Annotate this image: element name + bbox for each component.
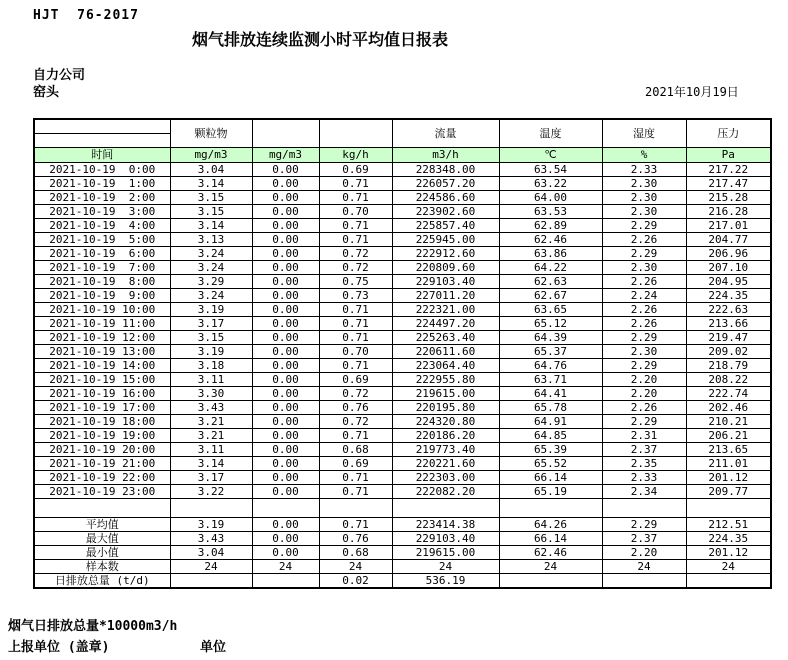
table-row bbox=[34, 457, 771, 471]
value-cell: 3.43 bbox=[170, 401, 252, 415]
value-cell: 202.46 bbox=[686, 401, 771, 415]
standard-code: HJT 76-2017 bbox=[33, 8, 139, 23]
summary-label: 样本数 bbox=[34, 560, 170, 574]
value-cell: 64.91 bbox=[499, 415, 602, 429]
value-cell: 63.54 bbox=[499, 163, 602, 177]
time-header: 时间 bbox=[34, 148, 170, 163]
summary-value-cell: 0.02 bbox=[319, 574, 392, 589]
summary-value-cell: 219615.00 bbox=[392, 546, 499, 560]
value-cell: 2.35 bbox=[602, 457, 686, 471]
value-cell: 222.74 bbox=[686, 387, 771, 401]
summary-value-cell: 229103.40 bbox=[392, 532, 499, 546]
value-cell: 0.71 bbox=[319, 429, 392, 443]
value-cell: 2.20 bbox=[602, 373, 686, 387]
value-cell: 0.00 bbox=[252, 261, 319, 275]
value-cell: 65.37 bbox=[499, 345, 602, 359]
value-cell: 0.72 bbox=[319, 415, 392, 429]
value-cell: 63.65 bbox=[499, 303, 602, 317]
value-cell: 216.28 bbox=[686, 205, 771, 219]
table-row bbox=[34, 191, 771, 205]
value-cell: 213.65 bbox=[686, 443, 771, 457]
time-cell: 2021-10-19 21:00 bbox=[34, 457, 170, 471]
table-row bbox=[34, 275, 771, 289]
summary-row bbox=[34, 518, 771, 532]
value-cell: 229103.40 bbox=[392, 275, 499, 289]
value-cell: 2.31 bbox=[602, 429, 686, 443]
station-name: 窑头 bbox=[33, 85, 60, 100]
table-row bbox=[34, 261, 771, 275]
value-cell: 2.33 bbox=[602, 471, 686, 485]
table-row bbox=[34, 247, 771, 261]
corner-cell-bottom bbox=[34, 134, 170, 148]
value-cell: 3.13 bbox=[170, 233, 252, 247]
time-cell: 2021-10-19 4:00 bbox=[34, 219, 170, 233]
footer-note: 烟气日排放总量*10000m3/h bbox=[8, 619, 178, 634]
value-cell: 64.00 bbox=[499, 191, 602, 205]
summary-value-cell bbox=[499, 574, 602, 589]
value-cell: 222082.20 bbox=[392, 485, 499, 499]
summary-value-cell: 0.68 bbox=[319, 546, 392, 560]
value-cell: 224320.80 bbox=[392, 415, 499, 429]
value-cell: 0.00 bbox=[252, 429, 319, 443]
summary-value-cell: 24 bbox=[686, 560, 771, 574]
summary-label: 平均值 bbox=[34, 518, 170, 532]
summary-value-cell: 64.26 bbox=[499, 518, 602, 532]
column-header-particulate: 颗粒物 bbox=[170, 119, 252, 148]
value-cell: 219.47 bbox=[686, 331, 771, 345]
time-cell: 2021-10-19 10:00 bbox=[34, 303, 170, 317]
value-cell: 224.35 bbox=[686, 289, 771, 303]
value-cell: 3.24 bbox=[170, 261, 252, 275]
value-cell: 3.19 bbox=[170, 303, 252, 317]
summary-value-cell: 3.19 bbox=[170, 518, 252, 532]
table-row bbox=[34, 289, 771, 303]
value-cell: 64.41 bbox=[499, 387, 602, 401]
time-cell: 2021-10-19 19:00 bbox=[34, 429, 170, 443]
summary-value-cell: 0.00 bbox=[252, 532, 319, 546]
value-cell: 3.15 bbox=[170, 191, 252, 205]
value-cell: 0.00 bbox=[252, 345, 319, 359]
value-cell: 3.21 bbox=[170, 415, 252, 429]
value-cell: 0.00 bbox=[252, 247, 319, 261]
value-cell: 224586.60 bbox=[392, 191, 499, 205]
value-cell: 62.46 bbox=[499, 233, 602, 247]
value-cell: 0.00 bbox=[252, 387, 319, 401]
value-cell: 220186.20 bbox=[392, 429, 499, 443]
value-cell: 63.22 bbox=[499, 177, 602, 191]
value-cell: 64.22 bbox=[499, 261, 602, 275]
summary-value-cell bbox=[252, 574, 319, 589]
value-cell: 2.29 bbox=[602, 247, 686, 261]
table-row bbox=[34, 485, 771, 499]
value-cell: 65.19 bbox=[499, 485, 602, 499]
table-row bbox=[34, 177, 771, 191]
value-cell: 217.22 bbox=[686, 163, 771, 177]
value-cell: 0.71 bbox=[319, 331, 392, 345]
value-cell: 0.76 bbox=[319, 401, 392, 415]
value-cell: 0.00 bbox=[252, 317, 319, 331]
value-cell: 210.21 bbox=[686, 415, 771, 429]
column-header-blank bbox=[252, 119, 319, 148]
value-cell: 228348.00 bbox=[392, 163, 499, 177]
value-cell: 227011.20 bbox=[392, 289, 499, 303]
value-cell: 222321.00 bbox=[392, 303, 499, 317]
value-cell: 65.12 bbox=[499, 317, 602, 331]
value-cell: 225263.40 bbox=[392, 331, 499, 345]
value-cell: 0.00 bbox=[252, 401, 319, 415]
value-cell: 2.30 bbox=[602, 177, 686, 191]
time-cell: 2021-10-19 0:00 bbox=[34, 163, 170, 177]
table-row bbox=[34, 415, 771, 429]
value-cell: 222912.60 bbox=[392, 247, 499, 261]
time-cell: 2021-10-19 8:00 bbox=[34, 275, 170, 289]
value-cell: 3.15 bbox=[170, 331, 252, 345]
time-cell: 2021-10-19 14:00 bbox=[34, 359, 170, 373]
time-cell: 2021-10-19 23:00 bbox=[34, 485, 170, 499]
value-cell: 62.89 bbox=[499, 219, 602, 233]
value-cell: 3.11 bbox=[170, 443, 252, 457]
footer-unit-label: 单位 bbox=[200, 640, 227, 655]
value-cell: 2.26 bbox=[602, 275, 686, 289]
column-header-humidity: 湿度 bbox=[602, 119, 686, 148]
summary-value-cell: 212.51 bbox=[686, 518, 771, 532]
value-cell: 66.14 bbox=[499, 471, 602, 485]
summary-value-cell: 66.14 bbox=[499, 532, 602, 546]
table-row bbox=[34, 219, 771, 233]
value-cell: 201.12 bbox=[686, 471, 771, 485]
value-cell: 226057.20 bbox=[392, 177, 499, 191]
value-cell: 220611.60 bbox=[392, 345, 499, 359]
table-row bbox=[34, 317, 771, 331]
value-cell: 223902.60 bbox=[392, 205, 499, 219]
time-cell: 2021-10-19 16:00 bbox=[34, 387, 170, 401]
time-cell: 2021-10-19 13:00 bbox=[34, 345, 170, 359]
summary-value-cell: 224.35 bbox=[686, 532, 771, 546]
summary-value-cell: 24 bbox=[499, 560, 602, 574]
value-cell: 0.00 bbox=[252, 233, 319, 247]
value-cell: 3.17 bbox=[170, 471, 252, 485]
time-cell: 2021-10-19 12:00 bbox=[34, 331, 170, 345]
value-cell: 0.70 bbox=[319, 205, 392, 219]
time-cell: 2021-10-19 15:00 bbox=[34, 373, 170, 387]
value-cell: 0.00 bbox=[252, 177, 319, 191]
value-cell: 220809.60 bbox=[392, 261, 499, 275]
time-cell: 2021-10-19 11:00 bbox=[34, 317, 170, 331]
data-rows bbox=[34, 163, 771, 499]
unit-mgm3-1: mg/m3 bbox=[170, 148, 252, 163]
value-cell: 209.02 bbox=[686, 345, 771, 359]
value-cell: 0.00 bbox=[252, 219, 319, 233]
value-cell: 220195.80 bbox=[392, 401, 499, 415]
summary-value-cell: 2.37 bbox=[602, 532, 686, 546]
value-cell: 3.29 bbox=[170, 275, 252, 289]
summary-value-cell: 3.04 bbox=[170, 546, 252, 560]
value-cell: 0.00 bbox=[252, 191, 319, 205]
summary-rows bbox=[34, 518, 771, 589]
value-cell: 0.00 bbox=[252, 163, 319, 177]
summary-value-cell: 3.43 bbox=[170, 532, 252, 546]
value-cell: 2.20 bbox=[602, 387, 686, 401]
summary-value-cell bbox=[686, 574, 771, 589]
value-cell: 0.00 bbox=[252, 359, 319, 373]
value-cell: 0.71 bbox=[319, 485, 392, 499]
table-row bbox=[34, 359, 771, 373]
time-cell: 2021-10-19 2:00 bbox=[34, 191, 170, 205]
value-cell: 219773.40 bbox=[392, 443, 499, 457]
value-cell: 204.77 bbox=[686, 233, 771, 247]
value-cell: 204.95 bbox=[686, 275, 771, 289]
value-cell: 217.01 bbox=[686, 219, 771, 233]
value-cell: 64.76 bbox=[499, 359, 602, 373]
value-cell: 3.18 bbox=[170, 359, 252, 373]
table-row bbox=[34, 205, 771, 219]
unit-percent: % bbox=[602, 148, 686, 163]
table-row bbox=[34, 345, 771, 359]
value-cell: 0.71 bbox=[319, 219, 392, 233]
summary-value-cell: 0.71 bbox=[319, 518, 392, 532]
unit-mgm3-2: mg/m3 bbox=[252, 148, 319, 163]
value-cell: 0.72 bbox=[319, 387, 392, 401]
time-cell: 2021-10-19 7:00 bbox=[34, 261, 170, 275]
column-header-temperature: 温度 bbox=[499, 119, 602, 148]
value-cell: 0.71 bbox=[319, 317, 392, 331]
time-cell: 2021-10-19 18:00 bbox=[34, 415, 170, 429]
summary-value-cell: 24 bbox=[319, 560, 392, 574]
value-cell: 0.00 bbox=[252, 415, 319, 429]
value-cell: 0.00 bbox=[252, 443, 319, 457]
summary-value-cell bbox=[602, 574, 686, 589]
value-cell: 2.33 bbox=[602, 163, 686, 177]
value-cell: 2.26 bbox=[602, 317, 686, 331]
value-cell: 2.29 bbox=[602, 331, 686, 345]
time-cell: 2021-10-19 17:00 bbox=[34, 401, 170, 415]
value-cell: 0.72 bbox=[319, 247, 392, 261]
value-cell: 2.24 bbox=[602, 289, 686, 303]
value-cell: 213.66 bbox=[686, 317, 771, 331]
summary-value-cell: 223414.38 bbox=[392, 518, 499, 532]
page-title: 烟气排放连续监测小时平均值日报表 bbox=[191, 30, 448, 49]
summary-label: 最大值 bbox=[34, 532, 170, 546]
unit-pa: Pa bbox=[686, 148, 771, 163]
spacer-row bbox=[34, 499, 771, 518]
value-cell: 2.26 bbox=[602, 401, 686, 415]
value-cell: 224497.20 bbox=[392, 317, 499, 331]
value-cell: 3.30 bbox=[170, 387, 252, 401]
table-row bbox=[34, 429, 771, 443]
value-cell: 220221.60 bbox=[392, 457, 499, 471]
value-cell: 218.79 bbox=[686, 359, 771, 373]
unit-header-row bbox=[34, 148, 771, 163]
value-cell: 0.69 bbox=[319, 373, 392, 387]
value-cell: 0.00 bbox=[252, 373, 319, 387]
summary-value-cell: 2.20 bbox=[602, 546, 686, 560]
value-cell: 65.39 bbox=[499, 443, 602, 457]
column-header-pressure: 压力 bbox=[686, 119, 771, 148]
value-cell: 0.71 bbox=[319, 471, 392, 485]
value-cell: 215.28 bbox=[686, 191, 771, 205]
summary-value-cell: 62.46 bbox=[499, 546, 602, 560]
summary-value-cell: 24 bbox=[392, 560, 499, 574]
value-cell: 0.71 bbox=[319, 359, 392, 373]
unit-kgh: kg/h bbox=[319, 148, 392, 163]
value-cell: 0.71 bbox=[319, 177, 392, 191]
value-cell: 0.00 bbox=[252, 205, 319, 219]
summary-value-cell: 24 bbox=[252, 560, 319, 574]
value-cell: 3.21 bbox=[170, 429, 252, 443]
value-cell: 219615.00 bbox=[392, 387, 499, 401]
value-cell: 2.34 bbox=[602, 485, 686, 499]
summary-value-cell: 2.29 bbox=[602, 518, 686, 532]
company-name: 自力公司 bbox=[33, 68, 86, 83]
value-cell: 3.24 bbox=[170, 247, 252, 261]
summary-value-cell: 24 bbox=[170, 560, 252, 574]
value-cell: 0.71 bbox=[319, 191, 392, 205]
time-cell: 2021-10-19 6:00 bbox=[34, 247, 170, 261]
value-cell: 0.00 bbox=[252, 471, 319, 485]
summary-row bbox=[34, 574, 771, 589]
value-cell: 3.14 bbox=[170, 177, 252, 191]
column-header-blank2 bbox=[319, 119, 392, 148]
summary-value-cell: 536.19 bbox=[392, 574, 499, 589]
value-cell: 65.78 bbox=[499, 401, 602, 415]
summary-label: 最小值 bbox=[34, 546, 170, 560]
value-cell: 2.30 bbox=[602, 261, 686, 275]
value-cell: 2.30 bbox=[602, 345, 686, 359]
value-cell: 2.29 bbox=[602, 415, 686, 429]
corner-cell-top bbox=[34, 119, 170, 134]
time-cell: 2021-10-19 20:00 bbox=[34, 443, 170, 457]
report-date: 2021年10月19日 bbox=[645, 85, 739, 99]
group-header-row bbox=[34, 119, 771, 134]
value-cell: 64.85 bbox=[499, 429, 602, 443]
value-cell: 0.00 bbox=[252, 457, 319, 471]
summary-value-cell: 0.00 bbox=[252, 546, 319, 560]
value-cell: 0.72 bbox=[319, 261, 392, 275]
value-cell: 209.77 bbox=[686, 485, 771, 499]
summary-row bbox=[34, 546, 771, 560]
value-cell: 217.47 bbox=[686, 177, 771, 191]
value-cell: 222955.80 bbox=[392, 373, 499, 387]
value-cell: 3.15 bbox=[170, 205, 252, 219]
value-cell: 0.70 bbox=[319, 345, 392, 359]
value-cell: 222303.00 bbox=[392, 471, 499, 485]
value-cell: 63.86 bbox=[499, 247, 602, 261]
value-cell: 3.24 bbox=[170, 289, 252, 303]
table-row bbox=[34, 233, 771, 247]
summary-value-cell: 0.00 bbox=[252, 518, 319, 532]
value-cell: 3.11 bbox=[170, 373, 252, 387]
value-cell: 0.00 bbox=[252, 289, 319, 303]
value-cell: 63.71 bbox=[499, 373, 602, 387]
unit-celsius: ℃ bbox=[499, 148, 602, 163]
value-cell: 3.04 bbox=[170, 163, 252, 177]
value-cell: 0.00 bbox=[252, 331, 319, 345]
value-cell: 225945.00 bbox=[392, 233, 499, 247]
value-cell: 3.19 bbox=[170, 345, 252, 359]
value-cell: 225857.40 bbox=[392, 219, 499, 233]
value-cell: 208.22 bbox=[686, 373, 771, 387]
table-row bbox=[34, 443, 771, 457]
value-cell: 62.63 bbox=[499, 275, 602, 289]
value-cell: 62.67 bbox=[499, 289, 602, 303]
value-cell: 2.29 bbox=[602, 219, 686, 233]
monitoring-table bbox=[33, 118, 772, 589]
value-cell: 0.73 bbox=[319, 289, 392, 303]
value-cell: 211.01 bbox=[686, 457, 771, 471]
summary-label: 日排放总量 (t/d) bbox=[34, 574, 170, 589]
time-cell: 2021-10-19 3:00 bbox=[34, 205, 170, 219]
value-cell: 65.52 bbox=[499, 457, 602, 471]
value-cell: 2.29 bbox=[602, 359, 686, 373]
time-cell: 2021-10-19 22:00 bbox=[34, 471, 170, 485]
summary-value-cell: 201.12 bbox=[686, 546, 771, 560]
value-cell: 2.26 bbox=[602, 303, 686, 317]
value-cell: 64.39 bbox=[499, 331, 602, 345]
value-cell: 0.68 bbox=[319, 443, 392, 457]
value-cell: 3.14 bbox=[170, 219, 252, 233]
table-row bbox=[34, 163, 771, 177]
table-row bbox=[34, 387, 771, 401]
summary-row bbox=[34, 560, 771, 574]
time-cell: 2021-10-19 5:00 bbox=[34, 233, 170, 247]
value-cell: 63.53 bbox=[499, 205, 602, 219]
table-row bbox=[34, 373, 771, 387]
value-cell: 0.00 bbox=[252, 275, 319, 289]
unit-m3h: m3/h bbox=[392, 148, 499, 163]
value-cell: 0.69 bbox=[319, 457, 392, 471]
value-cell: 3.17 bbox=[170, 317, 252, 331]
value-cell: 207.10 bbox=[686, 261, 771, 275]
value-cell: 222.63 bbox=[686, 303, 771, 317]
summary-value-cell bbox=[170, 574, 252, 589]
value-cell: 206.96 bbox=[686, 247, 771, 261]
table-row bbox=[34, 401, 771, 415]
value-cell: 0.71 bbox=[319, 303, 392, 317]
summary-row bbox=[34, 532, 771, 546]
value-cell: 2.26 bbox=[602, 233, 686, 247]
table-row bbox=[34, 471, 771, 485]
summary-value-cell: 24 bbox=[602, 560, 686, 574]
value-cell: 3.14 bbox=[170, 457, 252, 471]
value-cell: 0.69 bbox=[319, 163, 392, 177]
value-cell: 2.37 bbox=[602, 443, 686, 457]
time-cell: 2021-10-19 1:00 bbox=[34, 177, 170, 191]
summary-value-cell: 0.76 bbox=[319, 532, 392, 546]
value-cell: 0.75 bbox=[319, 275, 392, 289]
footer-report-unit: 上报单位 (盖章) bbox=[8, 640, 110, 655]
table-row bbox=[34, 331, 771, 345]
value-cell: 0.71 bbox=[319, 233, 392, 247]
column-header-flow: 流量 bbox=[392, 119, 499, 148]
value-cell: 2.30 bbox=[602, 205, 686, 219]
value-cell: 206.21 bbox=[686, 429, 771, 443]
value-cell: 0.00 bbox=[252, 303, 319, 317]
value-cell: 2.30 bbox=[602, 191, 686, 205]
value-cell: 0.00 bbox=[252, 485, 319, 499]
table-row bbox=[34, 303, 771, 317]
value-cell: 223064.40 bbox=[392, 359, 499, 373]
value-cell: 3.22 bbox=[170, 485, 252, 499]
time-cell: 2021-10-19 9:00 bbox=[34, 289, 170, 303]
